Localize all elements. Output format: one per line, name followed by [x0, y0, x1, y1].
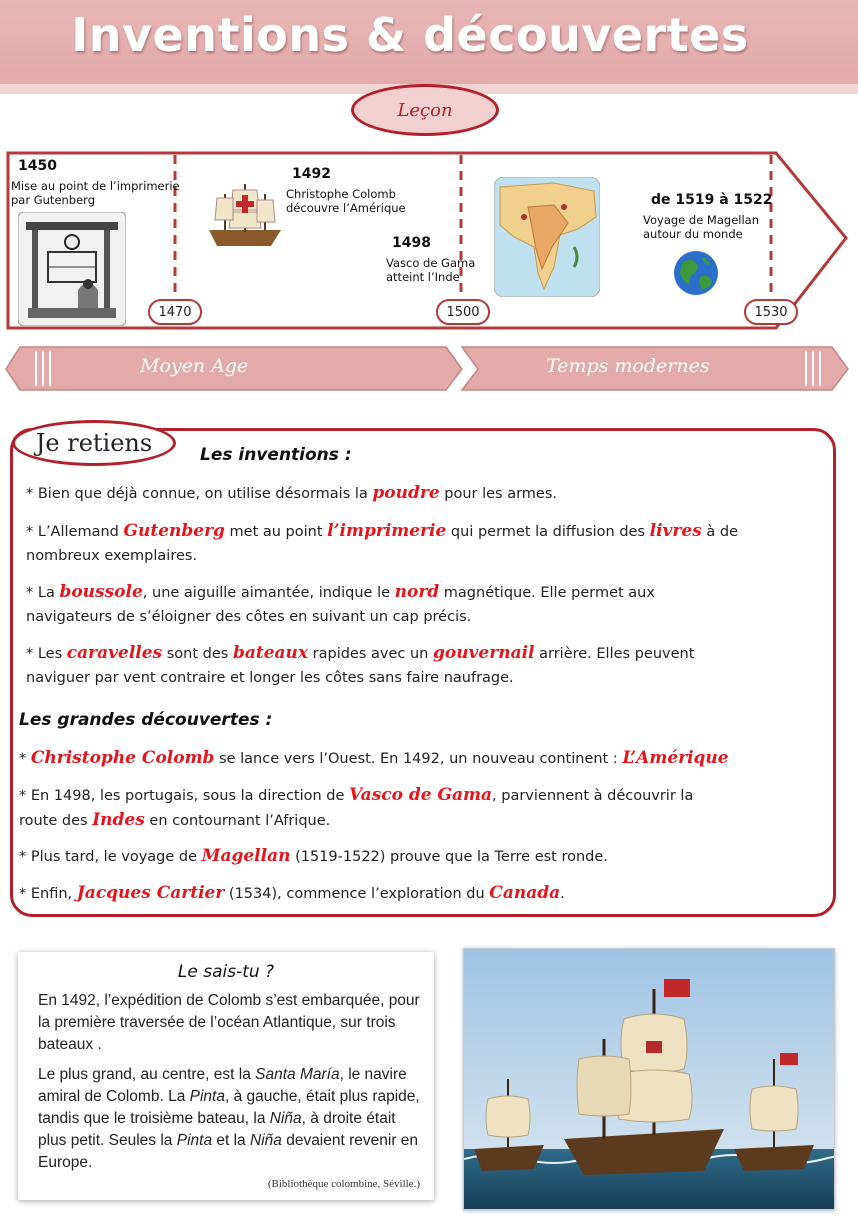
retiens-line [26, 666, 514, 691]
line-text: * Plus tard, le voyage de [19, 849, 202, 865]
le-sais-tu-paragraph-2 [38, 1064, 426, 1174]
le-sais-tu-title: Le sais-tu ? [177, 962, 275, 982]
line-text: met au point [224, 524, 328, 540]
line-text: * [19, 751, 31, 767]
retiens-line [26, 481, 557, 507]
retiens-line [26, 641, 694, 667]
inventions-title: Les inventions : [200, 445, 352, 465]
ship-name: Pinta [189, 1088, 225, 1105]
line-text: magnétique. Elle permet aux [439, 585, 655, 601]
retiens-line [19, 881, 565, 907]
paragraph-text: , le navire amiral de Colomb. La [38, 1066, 407, 1105]
key-term: caravelles [66, 643, 163, 663]
line-text: naviguer par vent contraire et longer les côtes sans faire naufrage. [26, 670, 514, 686]
line-text: rapides avec un [308, 646, 433, 662]
key-term: Indes [92, 810, 145, 830]
key-term: poudre [372, 483, 440, 503]
le-sais-tu-box [18, 952, 434, 1200]
event-text-1450: Mise au point de l’imprimerie par Gutenberg [11, 179, 180, 207]
event-year-1450: 1450 [18, 158, 57, 174]
caravel-image [205, 180, 285, 250]
ship-name: Niña [250, 1132, 282, 1149]
retiens-line [26, 544, 197, 569]
key-term: l’imprimerie [327, 521, 447, 541]
line-text: (1534), commence l’exploration du [224, 886, 490, 902]
key-term: nord [394, 582, 440, 602]
paragraph-text: Le plus grand, au centre, est la [38, 1066, 256, 1083]
retiens-line [19, 844, 608, 870]
event-text-magellan: Voyage de Magellan autour du monde [643, 213, 759, 241]
line-text: pour les armes. [439, 486, 557, 502]
line-text: * Les [26, 646, 67, 662]
line-text: navigateurs de s’éloigner des côtes en suivant un cap précis. [26, 609, 472, 625]
line-text: * L’Allemand [26, 524, 124, 540]
retiens-line [26, 580, 655, 606]
ship-name: Santa María [255, 1066, 340, 1083]
paragraph-text: devaient revenir en Europe. [38, 1132, 419, 1171]
line-text: se lance vers l’Ouest. En 1492, un nouveau continent : [214, 751, 623, 767]
key-term: Canada [489, 883, 561, 903]
retiens-line [19, 783, 693, 809]
ship-name: Niña [269, 1110, 302, 1127]
event-text-1498: Vasco de Gama atteint l’Inde [386, 256, 476, 284]
key-term: Jacques Cartier [76, 883, 225, 903]
line-text: route des [19, 813, 93, 829]
event-year-1492: 1492 [292, 166, 331, 182]
printing-press-image [18, 212, 126, 326]
paragraph-text: , à droite était plus petit. Seules la [38, 1110, 396, 1149]
key-term: Vasco de Gama [349, 785, 493, 805]
page-title: Inventions & découvertes [71, 8, 749, 62]
line-text: , une aiguille aimantée, indique le [142, 585, 395, 601]
line-text: * En 1498, les portugais, sous la direction de [19, 788, 350, 804]
paragraph-text: , à gauche, était plus rapide, tandis que le troisième bateau, la [38, 1088, 420, 1127]
line-text: à de [701, 524, 738, 540]
le-sais-tu-source: (Bibliothèque colombine, Séville.) [267, 1178, 420, 1190]
key-term: Gutenberg [123, 521, 225, 541]
key-term: Christophe Colomb [30, 748, 215, 768]
event-year-1498: 1498 [392, 235, 431, 251]
era-label-moyen-age: Moyen Age [140, 355, 249, 377]
retiens-line [26, 519, 738, 545]
key-term: boussole [59, 582, 143, 602]
lecon-badge: Leçon [351, 84, 499, 136]
era-label-temps-modernes: Temps modernes [546, 355, 710, 377]
key-term: L’Amérique [622, 748, 729, 768]
line-text: arrière. Elles peuvent [534, 646, 695, 662]
line-text: nombreux exemplaires. [26, 548, 198, 564]
marker-1470: 1470 [148, 299, 202, 325]
line-text: sont des [162, 646, 233, 662]
line-text: . [560, 886, 565, 902]
event-year-magellan: de 1519 à 1522 [651, 192, 773, 208]
line-text: qui permet la diffusion des [446, 524, 650, 540]
paragraph-text: et la [212, 1132, 250, 1149]
je-retiens-tag: Je retiens [12, 420, 176, 466]
retiens-line [19, 808, 330, 834]
event-text-1492: Christophe Colomb découvre l’Amérique [286, 187, 406, 215]
globe-image [672, 249, 720, 297]
ship-name: Pinta [176, 1132, 213, 1149]
marker-1500: 1500 [436, 299, 490, 325]
marker-1530: 1530 [744, 299, 798, 325]
le-sais-tu-paragraph-1: En 1492, l’expédition de Colomb s’est embarquée, pour la première traversée de l’océan Atlantique, sur trois bateaux . [38, 992, 420, 1053]
key-term: Magellan [201, 846, 291, 866]
line-text: (1519-1522) prouve que la Terre est ronde. [290, 849, 608, 865]
line-text: * La [26, 585, 60, 601]
india-map-image [494, 177, 600, 297]
key-term: bateaux [232, 643, 309, 663]
line-text: * Bien que déjà connue, on utilise désormais la [26, 486, 373, 502]
decouvertes-title: Les grandes découvertes : [19, 710, 273, 730]
three-ships-painting [463, 948, 835, 1210]
line-text: en contournant l’Afrique. [144, 813, 331, 829]
key-term: gouvernail [432, 643, 535, 663]
line-text: , parviennent à découvrir la [492, 788, 694, 804]
retiens-line [26, 605, 471, 630]
line-text: * Enfin, [19, 886, 77, 902]
key-term: livres [649, 521, 702, 541]
retiens-line [19, 746, 729, 772]
